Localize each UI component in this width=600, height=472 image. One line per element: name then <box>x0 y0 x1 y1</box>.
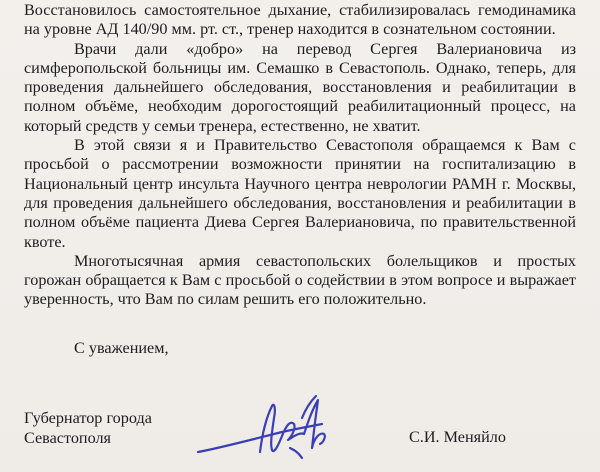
paragraph-1: Восстановилось самостоятельное дыхание, стабилизировалась гемодинамика на уровне АД 140/90 мм. рт. ст., тренер находится в сознательном состоянии. <box>24 1 576 39</box>
handwritten-signature <box>190 388 350 472</box>
paragraph-4: Многотысячная армия севастопольских болельщиков и простых горожан обращается к Вам с просьбой о содействии в этом вопросе и выражает уверенность, что Вам по силам решить его положительно. <box>24 251 576 309</box>
paragraph-3: В этой связи я и Правительство Севастополя обращаемся к Вам с просьбой о рассмотрении возможности принятии на госпитализацию в Национальный центр инсульта Научного центра неврологии РАМН г. Москвы, для проведения дальнейшего обследования, восстановления и реабилитации в полном объёме пациента Диева Сергея Валериановича, по правительственной квоте. <box>24 136 576 251</box>
signature-stroke-2 <box>260 405 282 452</box>
signer-title <box>24 409 152 448</box>
signer-name: С.И. Меняйло <box>409 428 506 446</box>
signature-stroke-6 <box>290 448 302 458</box>
signer-title-line-2: Севастополя <box>24 428 111 447</box>
signer-title-line-1: Губернатор города <box>24 409 152 427</box>
closing-salutation: С уважением, <box>74 339 169 357</box>
letter-body <box>24 1 576 310</box>
paragraph-2: Врачи дали «добро» на перевод Сергея Валериановича из симферопольской больницы им. Семашко в Севастополь. Однако, теперь, для проведения дальнейшего обследования, восстановления и реабилитации в полном объёме, необходим дорогостоящий реабилитационный процесс, на который средств у семьи тренера, естественно, не хватит. <box>24 39 576 135</box>
